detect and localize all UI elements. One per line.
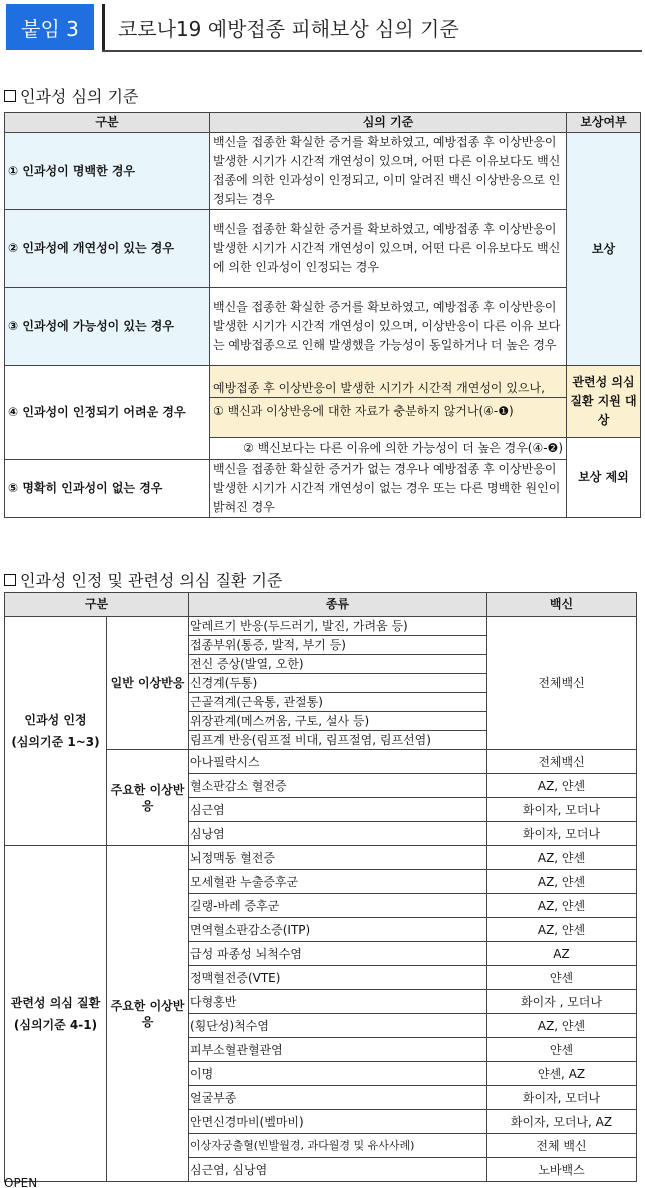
related-vaccine: 화이자, 모더나, AZ bbox=[487, 1110, 637, 1134]
general-item: 접종부위(통증, 발적, 부기 등) bbox=[189, 636, 487, 655]
related-vaccine: 화이자, 모더나 bbox=[487, 1086, 637, 1110]
related-item: 이상자궁출혈(빈발월경, 과다월경 및 유사사례) bbox=[189, 1134, 487, 1158]
related-vaccine: AZ, 얀센 bbox=[487, 870, 637, 894]
related-vaccine: 노바백스 bbox=[487, 1158, 637, 1182]
related-item: 다형홍반 bbox=[189, 990, 487, 1014]
related-vaccine: 화이자 , 모더나 bbox=[487, 990, 637, 1014]
related-vaccine: 전체 백신 bbox=[487, 1134, 637, 1158]
row4-sub2: ② 백신보다는 다른 이유에 의한 가능성이 더 높은 경우(④-❷) bbox=[210, 438, 567, 460]
related-item: 길랭-바레 증후군 bbox=[189, 894, 487, 918]
row2-category: ② 인과성에 개연성이 있는 경우 bbox=[5, 210, 210, 288]
header-divider bbox=[102, 4, 105, 50]
related-item: 얼굴부종 bbox=[189, 1086, 487, 1110]
group1-sub: (심의기준 1~3) bbox=[11, 735, 100, 749]
major-item: 혈소판감소 혈전증 bbox=[189, 774, 487, 798]
group2-sub: (심의기준 4-1) bbox=[13, 1017, 98, 1032]
related-item: 면역혈소판감소증(ITP) bbox=[189, 918, 487, 942]
related-vaccine: AZ, 얀센 bbox=[487, 1014, 637, 1038]
disease-criteria-table bbox=[4, 592, 637, 1182]
major-vaccine: AZ, 얀센 bbox=[487, 774, 637, 798]
related-item: 안면신경마비(벨마비) bbox=[189, 1110, 487, 1134]
related-vaccine: AZ, 얀센 bbox=[487, 918, 637, 942]
related-vaccine: 얀센 bbox=[487, 1038, 637, 1062]
general-item: 알레르기 반응(두드러기, 발진, 가려움 등) bbox=[189, 617, 487, 636]
group1-label: 인과성 인정 bbox=[24, 713, 87, 727]
section1-title: 인과성 심의 기준 bbox=[20, 87, 139, 106]
group1-label-cell bbox=[5, 617, 107, 846]
major-item: 아나필락시스 bbox=[189, 750, 487, 774]
row2-criteria: 백신을 접종한 확실한 증거를 확보하였고, 예방접종 후 이상반응이 발생한 시기가 시간적 개연성이 있으며, 어떤 다른 이유보다도 백신에 의한 인과성이 인정되는 경우 bbox=[210, 210, 567, 288]
related-vaccine: AZ, 얀센 bbox=[487, 846, 637, 870]
row4-criteria-cell bbox=[210, 366, 567, 438]
compensation-yes: 보상 bbox=[567, 133, 641, 366]
row1-criteria: 백신을 접종한 확실한 증거를 확보하였고, 예방접종 후 이상반응이 발생한 시기가 시간적 개연성이 있으며, 어떤 다른 이유보다도 백신 접종에 의한 인과성이 인정되고, 이미 알려진 백신 이상반응으로 인정되는 경우 bbox=[210, 133, 567, 210]
major-item: 심낭염 bbox=[189, 822, 487, 846]
major-vaccine: 화이자, 모더나 bbox=[487, 822, 637, 846]
related-item: 피부소혈관혈관염 bbox=[189, 1038, 487, 1062]
checkbox-square-icon bbox=[4, 90, 16, 102]
general-item: 위장관계(메스꺼움, 구토, 설사 등) bbox=[189, 712, 487, 731]
col-compensation: 보상여부 bbox=[567, 113, 641, 133]
major-item: 심근염 bbox=[189, 798, 487, 822]
col-category: 구분 bbox=[5, 113, 210, 133]
col2-type: 종류 bbox=[189, 593, 487, 617]
section1-heading bbox=[4, 84, 138, 107]
general-vaccine: 전체백신 bbox=[487, 617, 637, 750]
general-item: 림프계 반응(림프절 비대, 림프절염, 림프선염) bbox=[189, 731, 487, 750]
col2-category: 구분 bbox=[5, 593, 189, 617]
row3-criteria: 백신을 접종한 확실한 증거를 확보하였고, 예방접종 후 이상반응이 발생한 시기가 시간적 개연성이 있으며, 이상반응이 다른 이유 보다는 예방접종으로 인해 발생했을 가능성이 동일하거나 더 높은 경우 bbox=[210, 288, 567, 366]
row5-category: ⑤ 명확히 인과성이 없는 경우 bbox=[5, 460, 210, 518]
related-item: 뇌정맥동 혈전증 bbox=[189, 846, 487, 870]
related-item: 모세혈관 누출증후군 bbox=[189, 870, 487, 894]
row1-category: ① 인과성이 명백한 경우 bbox=[5, 133, 210, 210]
related-vaccine: 얀센 bbox=[487, 966, 637, 990]
footer-logo-text: OPEN bbox=[4, 1176, 38, 1188]
related-item: (횡단성)척수염 bbox=[189, 1014, 487, 1038]
general-item: 전신 증상(발열, 오한) bbox=[189, 655, 487, 674]
checkbox-square-icon bbox=[4, 574, 16, 586]
related-item: 정맥혈전증(VTE) bbox=[189, 966, 487, 990]
row3-category: ③ 인과성에 가능성이 있는 경우 bbox=[5, 288, 210, 366]
major-vaccine: 전체백신 bbox=[487, 750, 637, 774]
related-vaccine: 얀센, AZ bbox=[487, 1062, 637, 1086]
row4-sub1: ① 백신과 이상반응에 대한 자료가 충분하지 않거나(④-❶) bbox=[210, 397, 566, 424]
compensation-related: 관련성 의심 질환 지원 대상 bbox=[567, 366, 641, 438]
general-item: 신경계(두통) bbox=[189, 674, 487, 693]
page-title: 코로나19 예방접종 피해보상 심의 기준 bbox=[118, 16, 459, 41]
compensation-excluded: 보상 제외 bbox=[567, 438, 641, 518]
related-vaccine: AZ bbox=[487, 942, 637, 966]
section2-heading bbox=[4, 568, 282, 591]
related-item: 이명 bbox=[189, 1062, 487, 1086]
group2-label-cell bbox=[5, 846, 107, 1182]
related-vaccine: AZ, 얀센 bbox=[487, 894, 637, 918]
related-item: 심근염, 심낭염 bbox=[189, 1158, 487, 1182]
row5-criteria: 백신을 접종한 확실한 증거가 없는 경우나 예방접종 후 이상반응이 발생한 시기가 시간적 개연성이 없는 경우 또는 다른 명백한 원인이 밝혀진 경우 bbox=[210, 460, 567, 518]
general-reaction-label: 일반 이상반응 bbox=[107, 617, 189, 750]
causality-criteria-table bbox=[4, 112, 641, 518]
major-reaction-label-2: 주요한 이상반응 bbox=[107, 846, 189, 1182]
col2-vaccine: 백신 bbox=[487, 593, 637, 617]
group2-label: 관련성 의심 질환 bbox=[10, 995, 101, 1010]
col-criteria: 심의 기준 bbox=[210, 113, 567, 133]
page-header bbox=[6, 4, 642, 52]
related-item: 급성 파종성 뇌척수염 bbox=[189, 942, 487, 966]
row4-criteria: 예방접종 후 이상반응이 발생한 시기가 시간적 개연성이 있으나, bbox=[213, 381, 545, 395]
section2-title: 인과성 인정 및 관련성 의심 질환 기준 bbox=[20, 571, 283, 590]
header-underline bbox=[102, 50, 642, 52]
row4-category: ④ 인과성이 인정되기 어려운 경우 bbox=[5, 366, 210, 460]
major-vaccine: 화이자, 모더나 bbox=[487, 798, 637, 822]
major-reaction-label-1: 주요한 이상반응 bbox=[107, 750, 189, 846]
general-item: 근골격계(근육통, 관절통) bbox=[189, 693, 487, 712]
attachment-badge: 붙임 3 bbox=[6, 4, 94, 50]
